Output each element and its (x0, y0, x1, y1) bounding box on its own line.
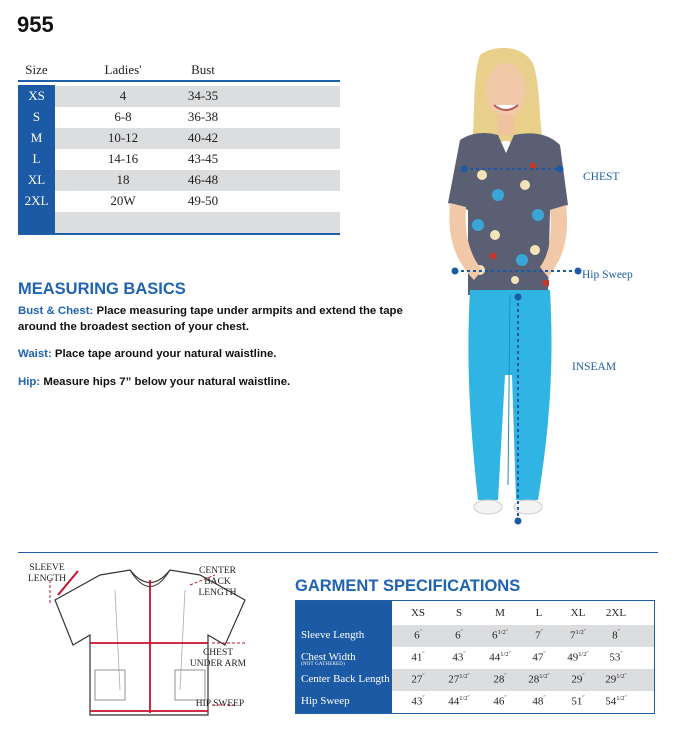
spec-value-fraction: ˝ (422, 695, 425, 702)
spec-value-fraction: 1/2˝ (616, 695, 627, 702)
hip-text: Measure hips 7” below your natural waistline. (43, 376, 291, 388)
spec-value (439, 651, 479, 664)
spec-value-main: 29 (571, 673, 583, 686)
spec-value-main: 8 (612, 629, 618, 642)
size-cell: M (30, 130, 43, 145)
spec-value-main: 29 (605, 673, 617, 686)
label-line: UNDER ARM (189, 659, 247, 669)
spec-row-label: Sleeve Length (301, 629, 365, 641)
sleeve-length-label (22, 563, 72, 585)
spec-value-fraction: 1/2˝ (459, 673, 470, 680)
spec-value-main: 44 (489, 651, 501, 664)
ladies-cell: 20W (110, 193, 136, 208)
spec-value-fraction: ˝ (422, 673, 425, 680)
size-row (18, 107, 340, 128)
bust-cell: 46-48 (187, 172, 219, 187)
spec-value-fraction: 1/2˝ (575, 629, 586, 636)
spec-value-main: 27 (448, 673, 460, 686)
label-line: LENGTH (198, 588, 237, 598)
size-column-header: M (495, 607, 505, 619)
spec-value (596, 651, 636, 664)
size-row (18, 149, 340, 170)
bust-cell: 34-35 (187, 88, 219, 103)
label-line: SLEEVE (29, 563, 65, 573)
waist-text: Place tape around your natural waistline. (54, 348, 277, 360)
size-row (18, 191, 340, 212)
ladies-cell: 14-16 (107, 151, 139, 166)
size-cell: 2XL (24, 193, 49, 208)
bust-instruction (18, 303, 418, 335)
spec-value (480, 695, 520, 708)
spec-value-fraction: ˝ (463, 651, 466, 658)
spec-value-main: 49 (567, 651, 579, 664)
size-header: Size (25, 62, 48, 77)
spec-value-main: 6 (414, 629, 420, 642)
spec-value-fraction: ˝ (540, 629, 543, 636)
hip-sweep-diagram-label: HIP SWEEP (195, 699, 245, 709)
spec-value-main: 43 (411, 695, 423, 708)
bust-cell: 49-50 (187, 193, 219, 208)
inseam-label: INSEAM (572, 361, 617, 373)
table-rule (18, 80, 340, 82)
label-line: BACK (204, 577, 231, 587)
spec-value (439, 629, 479, 642)
spec-value (558, 673, 598, 686)
spec-value (439, 673, 479, 686)
spec-value (558, 629, 598, 642)
section-divider (18, 552, 658, 553)
spec-value (398, 695, 438, 708)
spec-value-main: 6 (455, 629, 461, 642)
spec-value-main: 28 (493, 673, 505, 686)
spec-value-main: 41 (411, 651, 423, 664)
spec-value (558, 695, 598, 708)
spec-value-main: 27 (411, 673, 423, 686)
spec-row (295, 669, 655, 691)
garment-specs-title: GARMENT SPECIFICATIONS (295, 577, 521, 595)
spec-value-fraction: ˝ (543, 695, 546, 702)
ladies-cell: 4 (119, 88, 127, 103)
spec-value-fraction: ˝ (422, 651, 425, 658)
spec-value-fraction: ˝ (617, 629, 620, 636)
center-back-length-label (190, 566, 245, 599)
spec-value-fraction: ˝ (504, 695, 507, 702)
spec-value (596, 673, 636, 686)
size-cell: S (32, 109, 41, 124)
label-line: CHEST (202, 648, 234, 658)
spec-value (439, 695, 479, 708)
size-column-header: L (535, 607, 543, 619)
spec-value-fraction: ˝ (460, 629, 463, 636)
spec-value-fraction: 1/2˝ (539, 673, 550, 680)
spec-value (519, 651, 559, 664)
waist-label: Waist: (18, 348, 52, 360)
spec-value (480, 673, 520, 686)
size-row (18, 86, 340, 107)
spec-row (295, 647, 655, 669)
size-row (18, 128, 340, 149)
chest-label: CHEST (583, 171, 620, 183)
spec-value-main: 46 (493, 695, 505, 708)
bust-header: Bust (191, 62, 215, 77)
table-rule (18, 233, 340, 235)
spec-value-fraction: 1/2˝ (497, 629, 508, 636)
spec-value-fraction: ˝ (582, 695, 585, 702)
spec-value (558, 651, 598, 664)
style-number: 955 (17, 12, 54, 37)
chest-under-arm-label (183, 648, 253, 670)
spec-value (480, 651, 520, 664)
spec-value-main: 43 (452, 651, 464, 664)
spec-value-main: 7 (535, 629, 541, 642)
size-column-header: XL (570, 607, 586, 619)
waist-instruction (18, 346, 418, 362)
ladies-cell: 6-8 (114, 109, 132, 124)
spec-value-main: 51 (571, 695, 583, 708)
spec-value (596, 695, 636, 708)
spec-value-main: 53 (609, 651, 621, 664)
bust-label: Bust & Chest: (18, 305, 94, 317)
size-row (18, 170, 340, 191)
hip-label: Hip: (18, 376, 41, 388)
spec-row-sublabel: (NOT GATHERED) (301, 662, 345, 667)
spec-value-fraction: ˝ (543, 651, 546, 658)
spec-value-main: 6 (492, 629, 498, 642)
ladies-header: Ladies' (104, 62, 142, 77)
bust-cell: 36-38 (187, 109, 219, 124)
spec-value-main: 44 (448, 695, 460, 708)
spec-row-label: Chest Width (301, 651, 356, 663)
spec-value-fraction: ˝ (620, 651, 623, 658)
spec-value (398, 673, 438, 686)
spec-value (596, 629, 636, 642)
spec-value (519, 629, 559, 642)
size-column-header: XS (410, 607, 426, 619)
spec-value-main: 7 (570, 629, 576, 642)
label-line: LENGTH (28, 574, 66, 584)
spec-value-main: 48 (532, 695, 544, 708)
spec-value-fraction: 1/2˝ (500, 651, 511, 658)
bust-cell: 43-45 (187, 151, 219, 166)
model-photo (420, 45, 590, 535)
ladies-cell: 18 (116, 172, 130, 187)
spec-value-main: 28 (528, 673, 540, 686)
spec-row (295, 625, 655, 647)
hip-sweep-label: Hip Sweep (582, 269, 633, 281)
size-cell: L (32, 151, 41, 166)
spec-row (295, 691, 655, 713)
bust-cell: 40-42 (187, 130, 219, 145)
spec-value-main: 54 (605, 695, 617, 708)
spec-row-label: Center Back Length (301, 673, 390, 685)
label-line: CENTER (199, 566, 236, 576)
size-column-header: S (455, 607, 463, 619)
size-row (18, 212, 340, 233)
measuring-basics-title: MEASURING BASICS (18, 280, 186, 298)
spec-value-fraction: 1/2˝ (578, 651, 589, 658)
hip-instruction (18, 374, 418, 390)
bust-text: Place measuring tape under armpits and extend the tape around the broadest section of your chest. (18, 305, 403, 333)
spec-value (519, 695, 559, 708)
spec-value (398, 629, 438, 642)
spec-value (519, 673, 559, 686)
spec-value-main: 47 (532, 651, 544, 664)
size-cell: XS (28, 88, 45, 103)
spec-row-label: Hip Sweep (301, 695, 350, 707)
spec-value-fraction: 1/2˝ (616, 673, 627, 680)
spec-value (398, 651, 438, 664)
spec-value-fraction: 1/2˝ (459, 695, 470, 702)
spec-value-fraction: ˝ (419, 629, 422, 636)
ladies-cell: 10-12 (107, 130, 139, 145)
size-column-header: 2XL (605, 607, 627, 619)
size-cell: XL (27, 172, 46, 187)
spec-value (480, 629, 520, 642)
spec-value-fraction: ˝ (582, 673, 585, 680)
specs-header-row (295, 603, 655, 625)
spec-value-fraction: ˝ (504, 673, 507, 680)
